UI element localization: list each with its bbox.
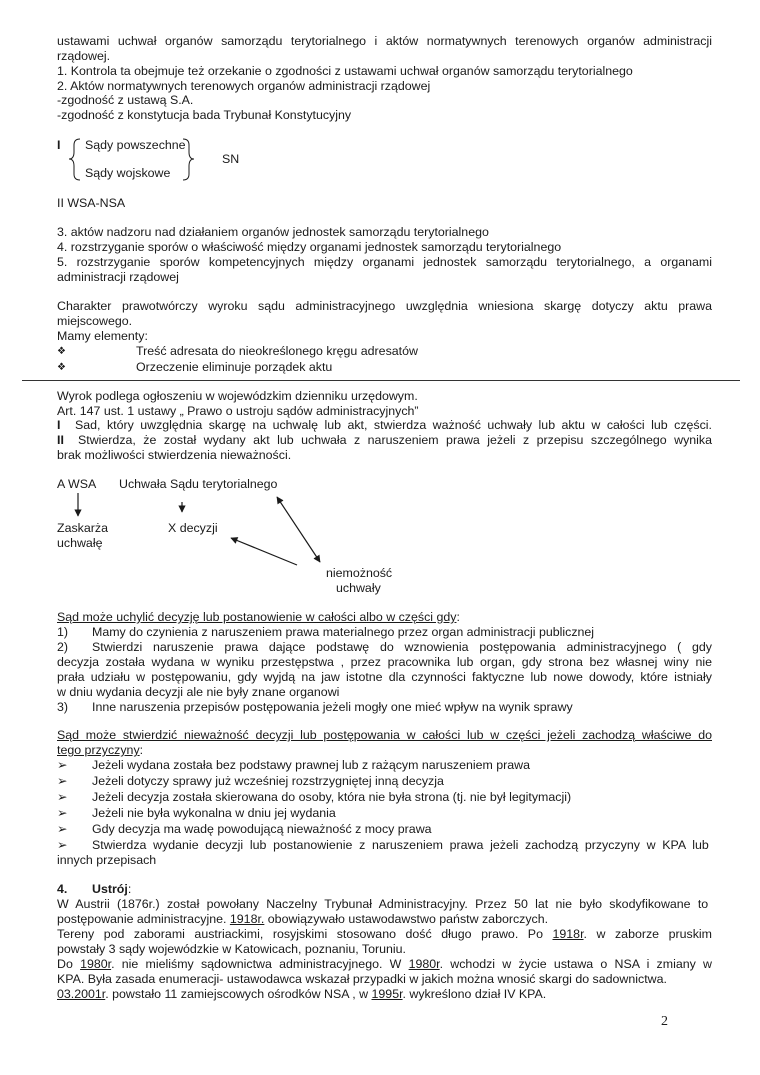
text-line bbox=[57, 34, 712, 49]
arrow-bullet-icon: ➢ bbox=[57, 806, 68, 820]
arrow-bullet-icon: ➢ bbox=[57, 790, 68, 804]
list-number: 2) bbox=[57, 640, 69, 654]
text-line bbox=[57, 912, 548, 927]
arrow-uchwala-niemoznosc bbox=[277, 497, 320, 562]
text-span: Do bbox=[57, 957, 81, 971]
text-span: . wchodzi w życie ustawa o NSA i zmiany w bbox=[439, 957, 712, 971]
text-span: W Austrii (1876r.) został powołany Naczelny Trybunał Administracyjny. Przez 50 lat nie było skodyfikowane to bbox=[57, 897, 709, 911]
text-line bbox=[57, 957, 712, 972]
list-item bbox=[75, 418, 712, 433]
bullet-item: Jeżeli decyzja została skierowana do osoby, która nie była strona (tj. nie był legitymacji) bbox=[92, 790, 572, 804]
section-title bbox=[92, 882, 131, 897]
year-underlined: 03.2001r bbox=[57, 987, 106, 1001]
flow-node-niemoznosc-cont: uchwały bbox=[336, 581, 381, 595]
text-line: Art. 147 ust. 1 ustawy „ Prawo o ustroju sądów administracyjnych” bbox=[57, 404, 419, 418]
year-underlined: 1918r bbox=[552, 927, 584, 941]
bullet-item: Treść adresata do nieokreślonego kręgu adresatów bbox=[136, 344, 418, 358]
list-item: Inne naruszenia przepisów postępowania jeżeli mogły one mieć wpływ na wynik sprawy bbox=[92, 700, 573, 714]
list-item bbox=[57, 255, 712, 270]
bullet-item: Orzeczenie eliminuje porządek aktu bbox=[136, 360, 333, 374]
year-underlined: 1918r. bbox=[229, 912, 265, 926]
text-line bbox=[57, 927, 712, 942]
left-brace bbox=[69, 139, 80, 180]
roman-numeral: II bbox=[57, 433, 64, 447]
text-line: Wyrok podlega ogłoszeniu w wojewódzkim dzienniku urzędowym. bbox=[57, 389, 418, 403]
text-span: Stwierdzi naruszenie prawa dające podstawę do wznowienia postępowania administracyjnego ( gdy bbox=[92, 640, 712, 654]
diamond-bullet-icon: ❖ bbox=[57, 362, 66, 373]
year-underlined: 1980r bbox=[408, 957, 440, 971]
year-underlined: 1995r bbox=[371, 987, 403, 1001]
text-line bbox=[57, 987, 546, 1002]
text-span: ustawami uchwał organów samorządu terytorialnego i aktów normatywnych terenowych organów administracji bbox=[57, 34, 712, 48]
text-span: . powstało 11 zamiejscowych ośrodków NSA , w bbox=[105, 987, 372, 1001]
text-line: 2. Aktów normatywnych terenowych organów administracji rządowej bbox=[57, 79, 431, 93]
list-item-cont: w dniu wydania decyzji ale nie były znane organowi bbox=[57, 685, 340, 699]
roman-numeral-one: I bbox=[57, 138, 61, 152]
list-item: Mamy do czynienia z naruszeniem prawa materialnego przez organ administracji publicznej bbox=[92, 625, 595, 639]
roman-numeral-two-line: II WSA-NSA bbox=[57, 196, 126, 210]
courts-item-military: Sądy wojskowe bbox=[85, 166, 171, 180]
year-underlined: 1980r bbox=[80, 957, 112, 971]
text-line: powstały 3 sądy wojewódzkie w Katowicach, poznaniu, Toruniu. bbox=[57, 942, 406, 956]
page-number: 2 bbox=[661, 1014, 668, 1029]
list-item-cont: brak możliwości stwierdzenia nieważności. bbox=[57, 448, 292, 462]
list-number: 1) bbox=[57, 625, 69, 639]
heading-text: Sąd może uchylić decyzję lub postanowienie w całości albo w części gdy bbox=[57, 610, 457, 624]
text-span: Charakter prawotwórczy wyroku sądu administracyjnego uwzględnia wniesiona skargę dotyczy aktu prawa bbox=[57, 299, 712, 313]
arrow-bullet-icon: ➢ bbox=[57, 822, 68, 836]
bullet-item bbox=[92, 838, 712, 853]
list-item: 4. rozstrzyganie sporów o właściwość między organami jednostek samorządu terytorialnego bbox=[57, 240, 562, 254]
flow-node-zaskarza-cont: uchwałę bbox=[57, 536, 103, 550]
heading-text: Sąd może stwierdzić nieważność decyzji lub postępowania w całości lub w części jeżeli zachodzą właściwe do bbox=[57, 728, 712, 742]
text-line: miejscowego. bbox=[57, 314, 133, 328]
title-suffix: : bbox=[127, 882, 132, 896]
supreme-court-label: SN bbox=[222, 152, 240, 166]
arrow-bullet-icon: ➢ bbox=[57, 838, 68, 852]
arrow-bullet-icon: ➢ bbox=[57, 758, 68, 772]
section-heading-cont bbox=[57, 743, 143, 758]
courts-item-general: Sądy powszechne bbox=[85, 138, 186, 152]
list-item: 3. aktów nadzoru nad działaniem organów jednostek samorządu terytorialnego bbox=[57, 225, 489, 239]
section-number: 4. bbox=[57, 882, 68, 896]
list-item bbox=[92, 640, 712, 655]
text-span: 5. rozstrzyganie sporów kompetencyjnych między organami jednostek samorządu terytorialnego, a organami bbox=[57, 255, 712, 269]
text-line: -zgodność z konstytucja bada Trybunał Konstytucyjny bbox=[57, 108, 352, 122]
list-item-cont: administracji rządowej bbox=[57, 270, 179, 284]
text-line: 1. Kontrola ta obejmuje też orzekanie o zgodności z ustawami uchwał organów samorządu terytorialnego bbox=[57, 64, 633, 78]
text-line: rządowej. bbox=[57, 49, 111, 63]
text-line: Mamy elementy: bbox=[57, 329, 148, 343]
list-item-cont bbox=[57, 655, 712, 670]
roman-numeral: I bbox=[57, 418, 61, 432]
text-span: . nie mieliśmy sądownictwa administracyjnego. W bbox=[111, 957, 409, 971]
text-line: -zgodność z ustawą S.A. bbox=[57, 93, 194, 107]
arrow-to-decyzji bbox=[231, 538, 297, 565]
heading-suffix: : bbox=[456, 610, 460, 624]
bullet-item: Jeżeli nie była wykonalna w dniu jej wydania bbox=[92, 806, 336, 820]
text-span: Sad, który uwzględnia skargę na uchwalę lub akt, stwierdza ważność uchwały lub aktu w całości lub części. bbox=[75, 418, 712, 432]
text-span: postępowanie administracyjne. bbox=[57, 912, 230, 926]
heading-text: tego przyczyny bbox=[57, 743, 140, 757]
flow-node-wsa: A WSA bbox=[57, 477, 97, 491]
bullet-item: Gdy decyzja ma wadę powodującą nieważność z mocy prawa bbox=[92, 822, 432, 836]
text-span: Tereny pod zaborami austriackimi, rosyjskimi stosowano dość długo prawo. Po bbox=[57, 927, 553, 941]
text-span: Stwierdza wydanie decyzji lub postanowienie z naruszeniem prawa jeżeli zachodzą przyczyny w KPA lub bbox=[92, 838, 709, 852]
list-number: 3) bbox=[57, 700, 69, 714]
text-span: prała udziału w postępowaniu, gdy wyjdą na jaw istotne dla czynności faktyczne lub nowe dowody, które istniały bbox=[57, 670, 712, 684]
flow-node-niemoznosc: niemożność bbox=[326, 566, 393, 580]
horizontal-rule bbox=[22, 380, 740, 381]
text-line bbox=[57, 299, 712, 314]
flow-node-decyzji: X decyzji bbox=[168, 521, 218, 535]
bullet-item: Jeżeli wydana została bez podstawy prawnej lub z rażącym naruszeniem prawa bbox=[92, 758, 531, 772]
bullet-item-cont: innych przepisach bbox=[57, 853, 157, 867]
flow-node-zaskarza: Zaskarża bbox=[57, 521, 108, 535]
text-span: Stwierdza, że został wydany akt lub uchwała z naruszeniem prawa jeżeli z przepisu szczególnego wynika bbox=[78, 433, 712, 447]
section-heading bbox=[57, 610, 460, 625]
diamond-bullet-icon: ❖ bbox=[57, 346, 66, 357]
text-span: . wykreślono dział IV KPA. bbox=[402, 987, 547, 1001]
title-text: Ustrój bbox=[92, 882, 128, 896]
list-item bbox=[78, 433, 712, 448]
bullet-item: Jeżeli dotyczy sprawy już wcześniej rozstrzygniętej inną decyzja bbox=[92, 774, 444, 788]
text-line: KPA. Była zasada enumeracji- ustawodawca wskazał przypadki w jakich można wnosić skargi do sadownictwa. bbox=[57, 972, 667, 986]
text-line bbox=[57, 897, 712, 912]
text-span: obowiązywało ustawodawstwo państw zaborczych. bbox=[264, 912, 549, 926]
arrow-bullet-icon: ➢ bbox=[57, 774, 68, 788]
list-item-cont bbox=[57, 670, 712, 685]
section-heading bbox=[57, 728, 712, 743]
text-span: decyzja została wydana w wyniku przestępstwa , przez pracownika lub organ, gdy strona bez własnej winy nie bbox=[57, 655, 712, 669]
flow-node-uchwala: Uchwała Sądu terytorialnego bbox=[119, 477, 278, 491]
text-span: . w zaborze pruskim bbox=[583, 927, 712, 941]
heading-suffix: : bbox=[139, 743, 144, 757]
